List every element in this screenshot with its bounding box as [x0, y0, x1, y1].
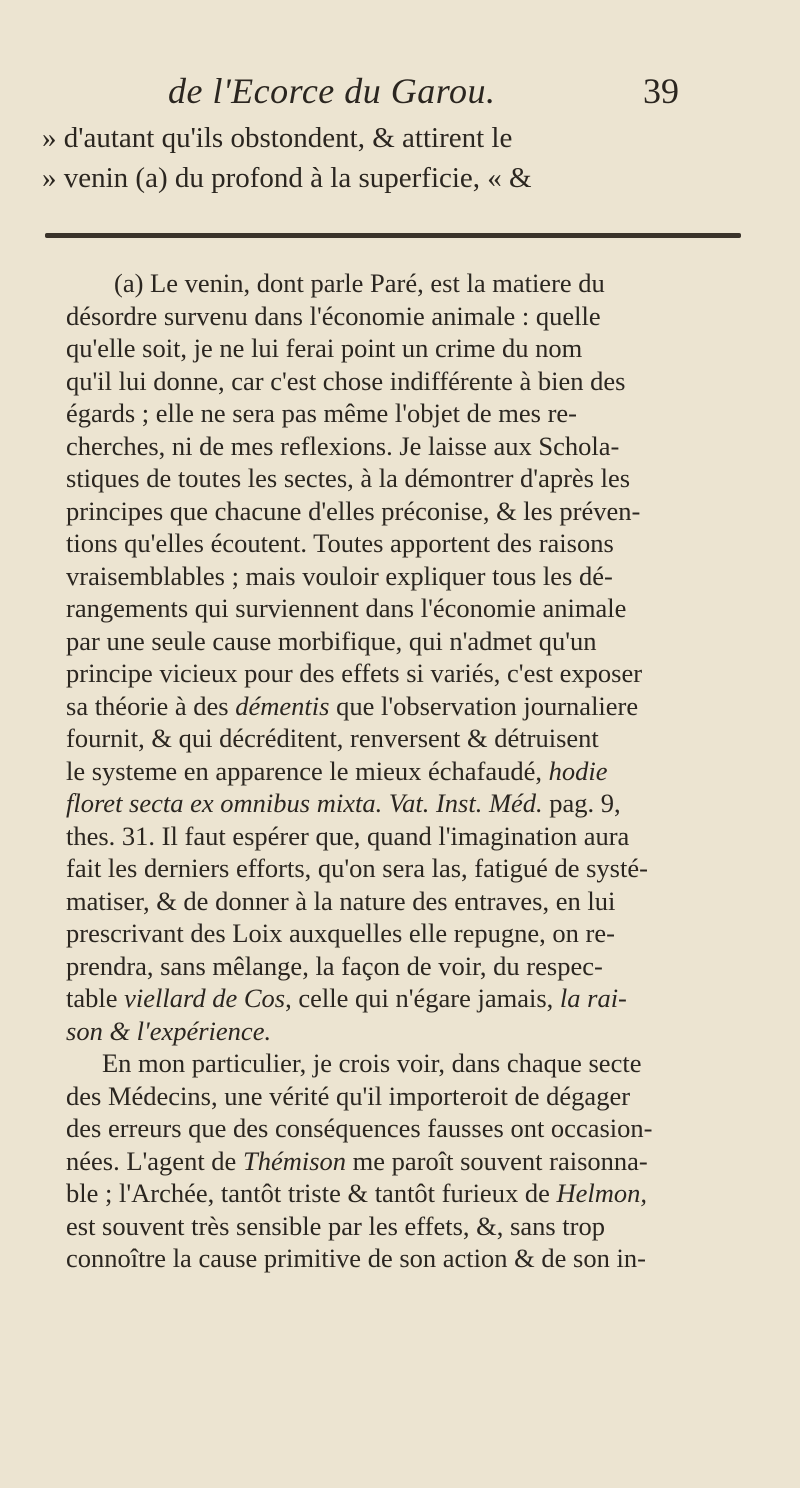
text-segment: thes. 31. Il faut espérer que, quand l'imagination aura: [66, 820, 630, 851]
text-segment: principe vicieux pour des effets si variés, c'est exposer: [66, 658, 643, 688]
footnote: [66, 267, 756, 1275]
text-segment: stiques de toutes les sectes, à la démontrer d'après les: [66, 463, 631, 493]
text-segment: que l'observation journaliere: [329, 690, 639, 721]
text-segment: vraisemblables ; mais vouloir expliquer tous les dé-: [66, 560, 613, 591]
footnote-line: [66, 1242, 756, 1275]
footnote-line: [66, 527, 756, 560]
footnote-line: [66, 300, 756, 333]
running-head: [0, 70, 800, 110]
footnote-line: [66, 495, 756, 528]
footnote-line: [66, 1047, 756, 1080]
footnote-line: [66, 1015, 756, 1048]
text-segment: le systeme en apparence le mieux échafaudé,: [66, 755, 549, 786]
footnote-line: [66, 787, 756, 820]
text-segment: matiser, & de donner à la nature des entraves, en lui: [66, 885, 616, 916]
text-segment: fournit, & qui décréditent, renversent & détruisent: [66, 723, 599, 753]
italic-text: floret secta ex omnibus mixta. Vat. Inst. Méd.: [66, 788, 543, 818]
footnote-line: [66, 755, 756, 788]
page-number: 39: [643, 71, 679, 111]
main-text-line: » d'autant qu'ils obstondent, & attirent le: [42, 122, 513, 154]
footnote-line: [66, 560, 756, 593]
main-text: [42, 118, 732, 198]
text-segment: qu'il lui donne, car c'est chose indifférente à bien des: [66, 365, 626, 396]
footnote-line: [66, 397, 756, 430]
text-segment: tions qu'elles écoutent. Toutes apportent des raisons: [66, 528, 614, 558]
text-segment: nées. L'agent de: [66, 1145, 243, 1176]
footnote-line: [66, 592, 756, 625]
italic-text: son & l'expérience.: [66, 1015, 272, 1046]
text-segment: pag. 9,: [542, 788, 621, 818]
footnote-line: [66, 885, 756, 918]
footnote-line: [66, 1080, 756, 1113]
footnote-line: [66, 722, 756, 755]
footnote-line: [66, 852, 756, 885]
text-segment: désordre survenu dans l'économie animale : quelle: [66, 300, 601, 331]
text-segment: sa théorie à des: [66, 690, 236, 721]
footnote-line: [66, 1112, 756, 1145]
footnote-line: [66, 690, 756, 723]
text-segment: , celle qui n'égare jamais,: [285, 983, 560, 1013]
text-segment: qu'elle soit, je ne lui ferai point un crime du nom: [66, 333, 583, 363]
text-segment: des erreurs que des conséquences fausses ont occasion-: [66, 1113, 653, 1143]
footnote-line: [66, 332, 756, 365]
footnote-line: [66, 657, 756, 690]
footnote-line: [66, 820, 756, 853]
footnote-line: [66, 917, 756, 950]
text-segment: prescrivant des Loix auxquelles elle repugne, on re-: [66, 918, 615, 948]
text-segment: prendra, sans mêlange, la façon de voir, du respec-: [66, 950, 603, 981]
text-segment: table: [66, 983, 125, 1013]
footnote-line: [66, 267, 756, 300]
footnote-line: [66, 625, 756, 658]
footnote-line: [66, 462, 756, 495]
running-title: de l'Ecorce du Garou.: [168, 71, 496, 111]
text-segment: En mon particulier, je crois voir, dans chaque secte: [102, 1048, 642, 1078]
text-segment: principes que chacune d'elles préconise, & les préven-: [66, 495, 641, 526]
text-segment: des Médecins, une vérité qu'il importeroit de dégager: [66, 1080, 631, 1111]
footnote-line: [66, 1177, 756, 1210]
footnote-line: [66, 1145, 756, 1178]
text-segment: connoître la cause primitive de son action & de son in-: [66, 1243, 646, 1273]
italic-text: Helmon,: [556, 1178, 647, 1208]
footnote-line: [66, 982, 756, 1015]
italic-text: la rai-: [559, 983, 627, 1013]
main-text-line: » venin (a) du profond à la superficie, « &: [42, 162, 532, 194]
italic-text: viellard de Cos: [124, 983, 286, 1013]
text-segment: égards ; elle ne sera pas même l'objet de mes re-: [66, 398, 578, 428]
text-segment: fait les derniers efforts, qu'on sera las, fatigué de systé-: [66, 853, 648, 883]
text-segment: rangements qui surviennent dans l'économie animale: [66, 593, 627, 623]
footnote-line: [66, 950, 756, 983]
footnote-line: [66, 1210, 756, 1243]
text-segment: est souvent très sensible par les effets, &, sans trop: [66, 1210, 605, 1241]
text-segment: cherches, ni de mes reflexions. Je laisse aux Schola-: [66, 430, 620, 461]
text-segment: (a) Le venin, dont parle Paré, est la matiere du: [114, 268, 605, 298]
italic-text: Thémison: [242, 1145, 347, 1176]
text-segment: ble ; l'Archée, tantôt triste & tantôt furieux de: [66, 1178, 557, 1208]
footnote-line: [66, 365, 756, 398]
footnote-line: [66, 430, 756, 463]
footnote-separator-rule: [45, 233, 741, 238]
italic-text: démentis: [235, 690, 330, 721]
italic-text: hodie: [548, 755, 608, 786]
text-segment: par une seule cause morbifique, qui n'admet qu'un: [66, 625, 597, 656]
text-segment: me paroît souvent raisonna-: [346, 1145, 648, 1176]
